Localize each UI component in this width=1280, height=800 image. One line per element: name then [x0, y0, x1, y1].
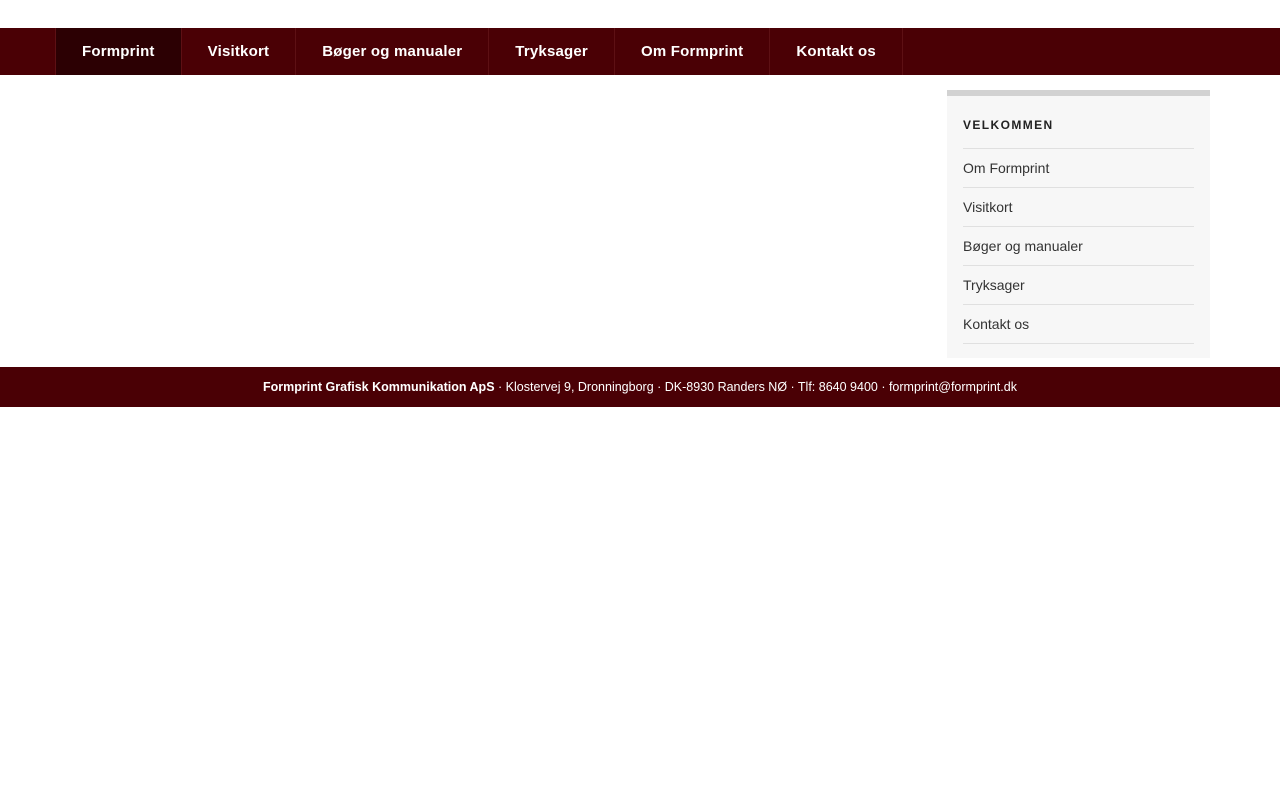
- site-footer: [0, 367, 1280, 407]
- list-item: [963, 148, 1194, 188]
- sidebar-item-om-formprint[interactable]: Om Formprint: [963, 160, 1050, 176]
- nav-item-kontakt-os[interactable]: Kontakt os: [770, 28, 903, 75]
- page-body: [0, 75, 1280, 367]
- nav-item-visitkort[interactable]: Visitkort: [182, 28, 297, 75]
- sidebar-item-tryksager[interactable]: Tryksager: [963, 277, 1025, 293]
- primary-navigation: [0, 28, 1280, 75]
- sidebar-menu: [963, 148, 1194, 344]
- nav-item-boeger-og-manualer[interactable]: Bøger og manualer: [296, 28, 489, 75]
- nav-item-tryksager[interactable]: Tryksager: [489, 28, 615, 75]
- footer-contact-details: · Klostervej 9, Dronningborg · DK-8930 Randers NØ · Tlf: 8640 9400 · formprint@formprint.dk: [494, 380, 1017, 394]
- list-item: [963, 305, 1194, 344]
- list-item: [963, 266, 1194, 305]
- sidebar-item-visitkort[interactable]: Visitkort: [963, 199, 1013, 215]
- sidebar: [947, 90, 1210, 358]
- main-content: [55, 75, 915, 367]
- nav-item-om-formprint[interactable]: Om Formprint: [615, 28, 770, 75]
- top-strip: [0, 0, 1280, 28]
- footer-text: [263, 380, 1017, 394]
- footer-company-name: Formprint Grafisk Kommunikation ApS: [263, 380, 495, 394]
- sidebar-title: VELKOMMEN: [963, 118, 1054, 132]
- nav-item-formprint[interactable]: Formprint: [55, 28, 182, 75]
- sidebar-item-kontakt-os[interactable]: Kontakt os: [963, 316, 1030, 332]
- below-fold-area: [0, 407, 1280, 780]
- list-item: [963, 188, 1194, 227]
- sidebar-item-boeger-og-manualer[interactable]: Bøger og manualer: [963, 238, 1083, 254]
- list-item: [963, 227, 1194, 266]
